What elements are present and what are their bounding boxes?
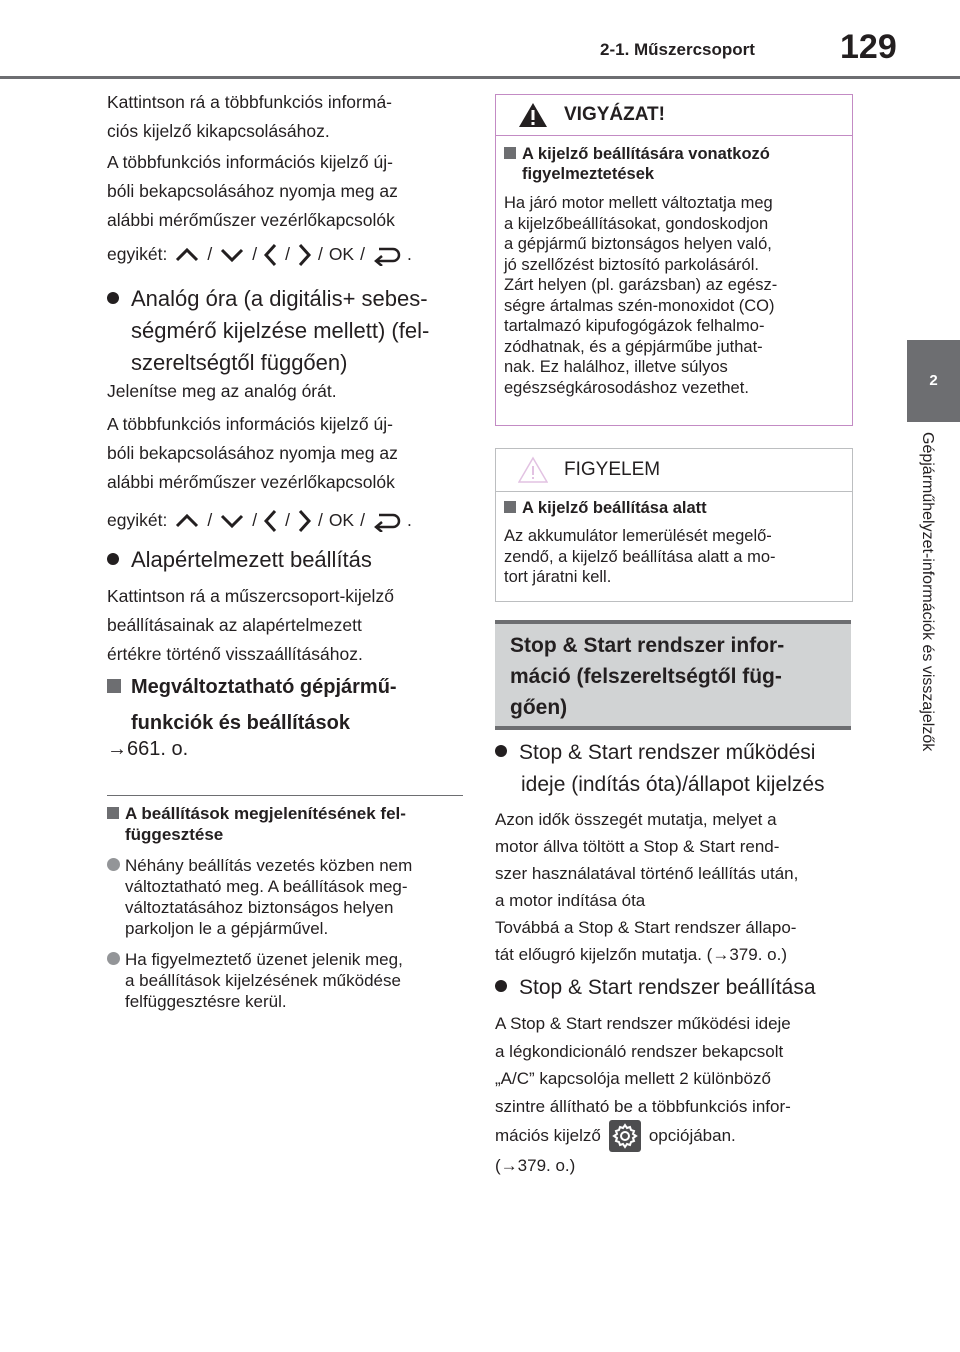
text-line: Zárt helyen (pl. garázsban) az egész- [504, 276, 778, 294]
bullet-dot [495, 745, 507, 757]
bullet-dot [495, 980, 507, 992]
text-line: tát előugró kijelzőn mutatja. (→379. o.) [495, 945, 787, 964]
text-line: parkoljon le a gépjárművel. [125, 919, 329, 938]
warning-header [496, 95, 852, 136]
caution-content [496, 492, 852, 588]
note-divider [107, 795, 463, 796]
bullet-heading [495, 737, 825, 801]
chevron-right-icon [296, 508, 312, 534]
text-line: változtatásához biztonságos helyen [125, 898, 394, 917]
text-line: alábbi mérőműszer vezérlőkapcsolók [107, 210, 395, 230]
text-line: zendő, a kijelző beállítása alatt a mo- [504, 547, 776, 566]
section-heading-box [495, 620, 851, 730]
paragraph [495, 806, 798, 968]
text-line: funkciók és beállítások [131, 712, 350, 734]
paragraph [107, 410, 398, 497]
text-line: bóli bekapcsolásához nyomja meg az [107, 181, 398, 201]
separator: / [317, 244, 323, 264]
separator: / [317, 510, 323, 530]
caution-triangle-icon [518, 456, 548, 484]
switch-icons-line [107, 506, 412, 535]
bullet-dot [107, 553, 119, 565]
text-line: értékre történő visszaállításához. [107, 644, 363, 664]
note-block [107, 803, 467, 1012]
paragraph [107, 88, 392, 146]
text-line: felfüggesztésre kerül. [125, 992, 287, 1011]
text-line: egészségkárosodáshoz vezethet. [504, 378, 749, 397]
caution-box [495, 448, 853, 602]
text-line: figyelmeztetések [522, 165, 655, 183]
square-marker [107, 679, 121, 693]
text-line: Továbbá a Stop & Start rendszer állapo- [495, 918, 797, 937]
text-line: tort járatni kell. [504, 568, 612, 586]
warning-triangle-icon [518, 101, 548, 129]
text-line: gően) [510, 696, 568, 719]
text-line: Stop & Start rendszer infor- [510, 634, 785, 657]
text-line: (→379. o.) [495, 1156, 576, 1175]
text-line: a gépjármű biztonságos helyen való, [504, 235, 772, 253]
text-line: a légkondicionáló rendszer bekapcsolt [495, 1041, 784, 1061]
text-line: tartalmazó kipufogógázok felhalmo- [504, 317, 765, 335]
header-rule [0, 76, 960, 79]
separator: / [252, 510, 258, 530]
back-arrow-icon [371, 510, 401, 532]
text-line: függesztése [125, 825, 224, 844]
text-line: Ha járó motor mellett változtatja meg [504, 194, 773, 212]
heading-bottom-rule [495, 726, 851, 730]
page-number: 129 [840, 28, 897, 66]
text-line: ideje (indítás óta)/állapot kijelzés [521, 773, 825, 796]
warning-text [504, 193, 842, 398]
heading-top-rule [495, 620, 851, 624]
text-line: „A/C” kapcsolója mellett 2 különböző [495, 1069, 771, 1088]
separator: / [285, 244, 290, 264]
text-line: ségmérő kijelzése mellett) (fel- [131, 318, 430, 343]
text-line: Stop & Start rendszer beállítása [519, 976, 816, 999]
text-line: A többfunkciós információs kijelző új- [107, 414, 393, 434]
warning-content [496, 136, 852, 398]
chevron-right-icon [296, 242, 312, 268]
text-line: bóli bekapcsolásához nyomja meg az [107, 443, 398, 463]
page-reference: →661. o. [107, 738, 189, 760]
separator: / [360, 510, 365, 530]
text-line: Alapértelmezett beállítás [131, 547, 372, 572]
text-line: mációs kijelző [495, 1126, 601, 1146]
separator: / [252, 244, 258, 264]
text-line: beállításainak az alapértelmezett [107, 615, 362, 635]
text-line: Analóg óra (a digitális+ sebes- [131, 286, 428, 311]
text-line: a kijelzőbeállításokat, gondoskodjon [504, 214, 769, 233]
square-marker [504, 501, 516, 513]
separator: / [360, 244, 365, 264]
text-line: A kijelző beállítására vonatkozó [522, 145, 770, 163]
chevron-down-icon [218, 511, 246, 531]
separator: / [207, 244, 213, 264]
chevron-up-icon [173, 245, 201, 265]
separator: / [207, 510, 213, 530]
text-line: a beállítások kijelzésének működése [125, 971, 401, 990]
text-line: egyikét: [107, 510, 168, 530]
text-line: Azon idők összegét mutatja, melyet a [495, 810, 777, 829]
back-arrow-icon [371, 244, 401, 266]
text-line: ségre ártalmas szén-monoxidot (CO) [504, 296, 775, 315]
text-line: szintre állítható be a többfunkciós infor- [495, 1096, 791, 1116]
chevron-left-icon [263, 242, 279, 268]
chapter-tab-number: 2 [907, 340, 960, 422]
ok-label: OK [328, 510, 355, 530]
square-marker [504, 147, 516, 159]
text-line: szer használatával történő leállítás után, [495, 864, 799, 883]
text-line: máció (felszereltségtől füg- [510, 665, 782, 688]
warning-title: VIGYÁZAT! [564, 104, 665, 125]
paragraph [495, 1010, 791, 1180]
text-line: Kattintson rá a műszercsoport-kijelző [107, 586, 394, 606]
caution-title: FIGYELEM [564, 459, 661, 480]
section-title: 2-1. Műszercsoport [600, 40, 755, 59]
text-line: A Stop & Start rendszer működési ideje [495, 1014, 791, 1033]
text-line: nak. Ez halálhoz, illetve súlyos [504, 358, 728, 376]
text-line: zódhatnak, és a gépjárműbe juthat- [504, 337, 763, 356]
paragraph [107, 582, 394, 669]
switch-icons-line [107, 240, 412, 269]
circle-marker [107, 952, 120, 965]
square-marker [107, 807, 119, 819]
gear-settings-icon [609, 1120, 641, 1152]
text-line: változtatható meg. A beállítások meg- [125, 877, 408, 896]
text-line: a motor indítása óta [495, 891, 646, 910]
chevron-down-icon [218, 245, 246, 265]
bullet-heading [107, 544, 372, 576]
paragraph [107, 148, 398, 235]
chapter-tab-title: Gépjárműhelyzet-információk és visszajelzők [919, 432, 936, 752]
warning-box [495, 94, 853, 426]
paragraph: Jelenítse meg az analóg órát. [107, 381, 337, 401]
text-line: A beállítások megjelenítésének fel- [125, 804, 406, 823]
separator: . [406, 244, 412, 264]
text-line: A kijelző beállítása alatt [522, 499, 707, 517]
chevron-left-icon [263, 508, 279, 534]
text-line: Ha figyelmeztető üzenet jelenik meg, [125, 950, 403, 969]
text-line: motor állva töltött a Stop & Start rend- [495, 837, 780, 856]
text-line: jó szellőzést biztosító parkolásáról. [504, 255, 759, 274]
text-line: szereltségtől függően) [131, 350, 348, 375]
text-line: Néhány beállítás vezetés közben nem [125, 856, 413, 875]
text-line: Kattintson rá a többfunkciós informá- [107, 92, 393, 112]
text-line: alábbi mérőműszer vezérlőkapcsolók [107, 472, 395, 492]
text-line: opciójában. [648, 1126, 736, 1146]
text-line: A többfunkciós információs kijelző új- [107, 152, 393, 172]
ok-label: OK [328, 244, 355, 264]
text-line: Megváltoztatható gépjármű- [131, 676, 397, 698]
separator: / [285, 510, 290, 530]
separator: . [406, 510, 412, 530]
chevron-up-icon [173, 511, 201, 531]
text-line: ciós kijelző kikapcsolásához. [107, 121, 330, 141]
section-heading [510, 630, 840, 723]
circle-marker [107, 858, 120, 871]
bullet-dot [107, 292, 119, 304]
text-line: Az akkumulátor lemerülését megelő- [504, 527, 772, 545]
text-line: egyikét: [107, 244, 168, 264]
subsection-heading [107, 671, 397, 739]
bullet-heading [107, 283, 429, 379]
bullet-heading [495, 972, 816, 1004]
text-line: Stop & Start rendszer működési [519, 741, 816, 764]
caution-header [496, 449, 852, 492]
